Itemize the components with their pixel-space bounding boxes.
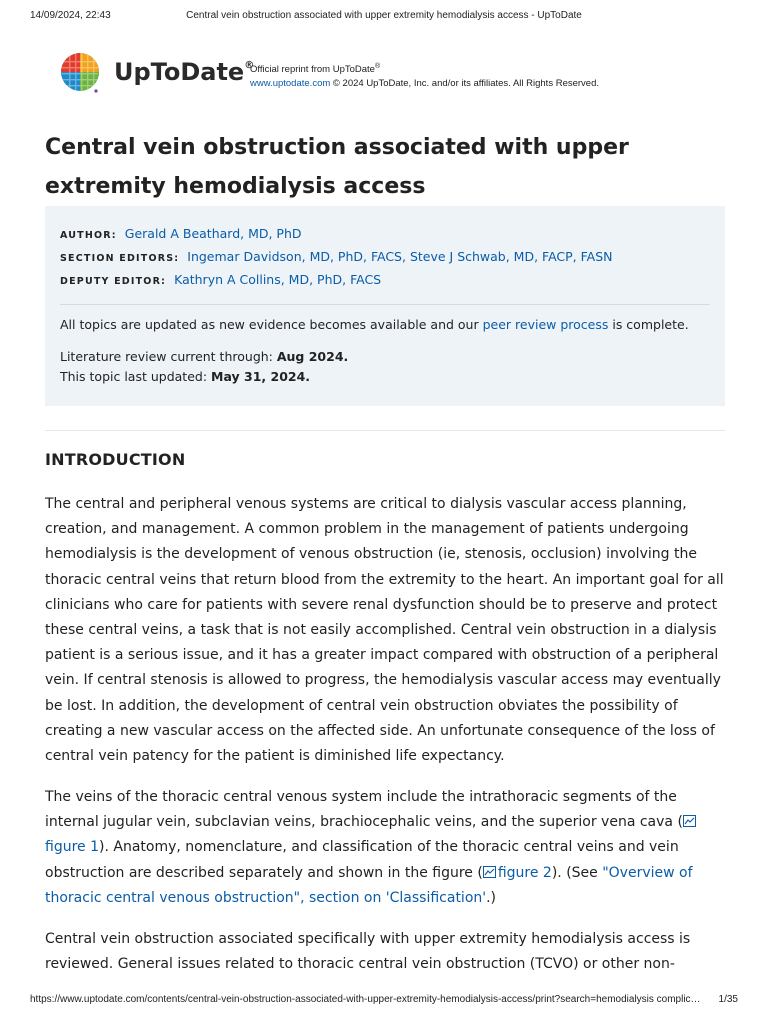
literature-review-date: Literature review current through: Aug 2024. [60,349,349,364]
print-date: 14/09/2024, 22:43 [30,10,111,21]
section-divider [45,430,725,431]
header-logo-row [60,52,700,96]
reprint-notice: Official reprint from UpToDate® www.uptodate.com © 2024 UpToDate, Inc. and/or its affiliates. All Rights Reserved. [250,63,600,90]
author-link[interactable]: Gerald A Beathard, MD, PhD [124,226,302,241]
update-notice: All topics are updated as new evidence becomes available and our peer review process is complete. [60,317,689,332]
graphic-icon [683,815,696,827]
intro-paragraph-2: The veins of the thoracic central venous system include the intrathoracic segments of the internal jugular vein, subclavian veins, brachiocephalic veins, and the superior vena cava (figure 1). Anatomy, nomenclature, and classification of the thoracic central veins and vein obstruction are described separately and shown in the figure ( figure 2). (See "Overview of thoracic central venous obstruction", section on 'Classification'.) [45,785,725,911]
uptodate-site-link[interactable]: www.uptodate.com [250,78,331,90]
uptodate-wordmark: UpToDate® [114,58,255,86]
graphic-icon [483,866,496,878]
introduction-heading: INTRODUCTION [45,450,186,469]
section-editors-line: SECTION EDITORS: Ingemar Davidson, MD, PhD, FACS, Steve J Schwab, MD, FACP, FASN [60,249,613,264]
info-divider [60,304,710,305]
overview-tcvo-link[interactable]: "Overview of thoracic central venous obstruction", section on 'Classification' [45,864,693,906]
figure-2-link[interactable]: figure 2 [483,865,552,881]
print-url: https://www.uptodate.com/contents/central-vein-obstruction-associated-with-upper-extremity-hemodialysis-access/print?search=hemodialysis complic… [30,994,701,1005]
topic-info-box [45,206,725,406]
page-number: 1/35 [718,994,738,1005]
section-editors-link[interactable]: Ingemar Davidson, MD, PhD, FACS, Steve J Schwab, MD, FACP, FASN [187,249,613,264]
intro-paragraph-1: The central and peripheral venous systems are critical to dialysis vascular access planning, creation, and management. A common problem in the management of patients undergoing hemodialysis is the development of venous obstruction (ie, stenosis, occlusion) involving the thoracic central veins that return blood from the extremity to the heart. An important goal for all clinicians who care for patients with severe renal dysfunction should be to preserve and protect these central veins, a task that is not easily accomplished. Central vein obstruction in a dialysis patient is a serious issue, and it has a greater impact compared with obstruction of a peripheral vein. If central stenosis is allowed to progress, the hemodialysis vascular access may eventually be lost. In addition, the development of central vein obstruction obviates the possibility of creating a new vascular access on the affected side. An unfortunate consequence of the loss of central vein patency for the patient is diminished life expectancy. [45,496,724,765]
peer-review-link[interactable]: peer review process [482,317,609,332]
print-page-title: Central vein obstruction associated with upper extremity hemodialysis access - UpToDate [186,10,582,21]
author-line: AUTHOR: Gerald A Beathard, MD, PhD [60,226,302,241]
deputy-editor-line: DEPUTY EDITOR: Kathryn A Collins, MD, PhD, FACS [60,272,382,287]
intro-paragraph-3: Central vein obstruction associated specifically with upper extremity hemodialysis access is reviewed. General issues related to thoracic central vein obstruction (TCVO) or other non- [45,931,691,973]
page-title: Central vein obstruction associated with upper extremity hemodialysis access [45,135,629,199]
last-updated-date: This topic last updated: May 31, 2024. [60,369,311,384]
uptodate-logo-icon [60,52,100,94]
deputy-editor-link[interactable]: Kathryn A Collins, MD, PhD, FACS [174,272,382,287]
figure-1-link[interactable]: figure 1 [45,814,698,855]
